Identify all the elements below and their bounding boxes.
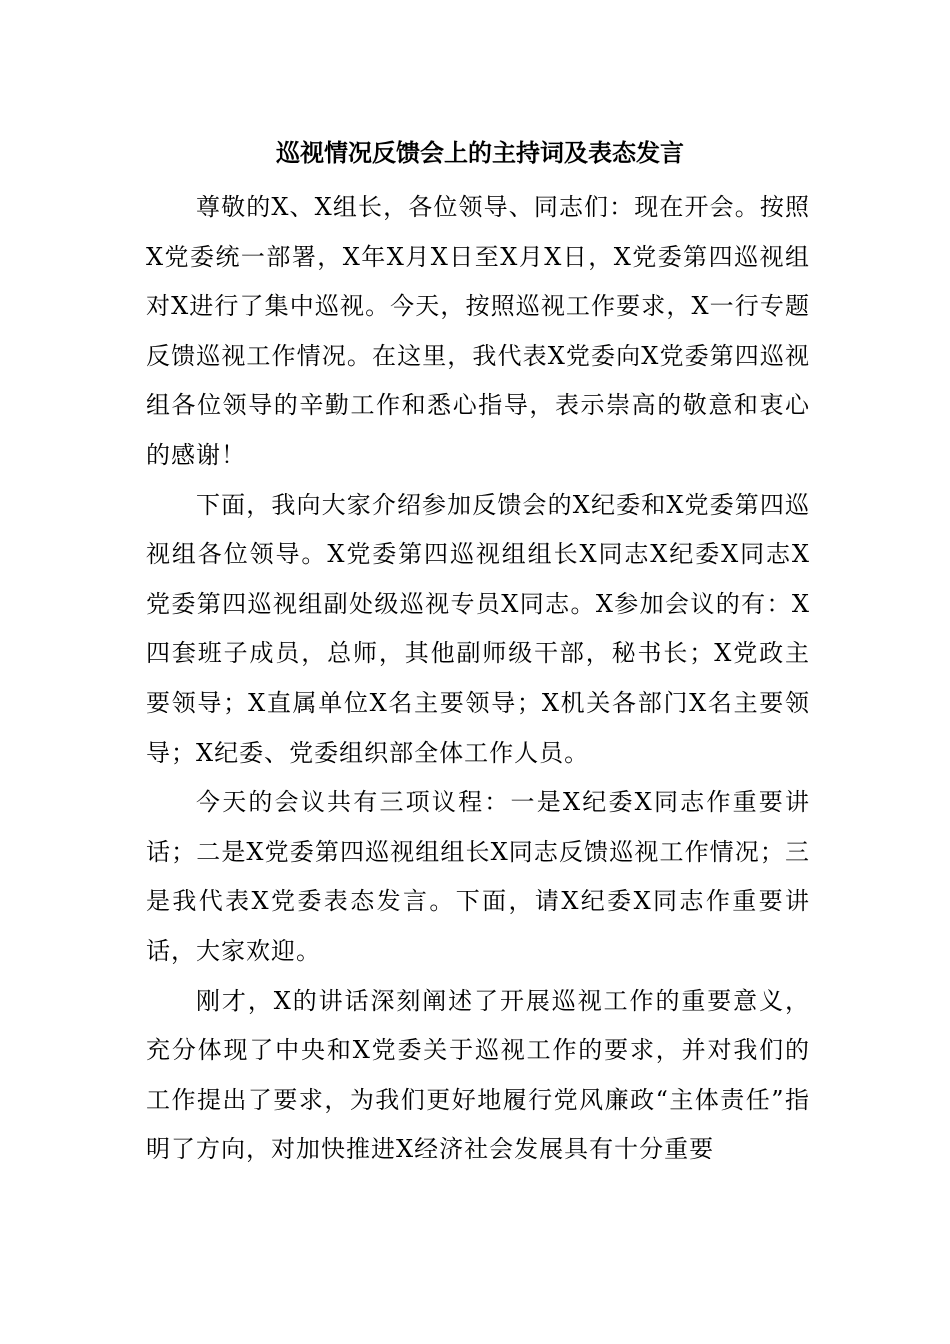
document-body	[146, 183, 810, 1175]
paragraph-response: 刚才，X的讲话深刻阐述了开展巡视工作的重要意义，充分体现了中央和X党委关于巡视工作的要求，并对我们的工作提出了要求，为我们更好地履行党风廉政“主体责任”指明了方向，对加快推进X经济社会发展具有十分重要	[146, 986, 810, 1164]
paragraph-opening: 尊敬的X、X组长，各位领导、同志们：现在开会。按照X党委统一部署，X年X月X日至X月X日，X党委第四巡视组对X进行了集中巡视。今天，按照巡视工作要求，X一行专题反馈巡视工作情况。在这里，我代表X党委向X党委第四巡视组各位领导的辛勤工作和悉心指导，表示崇高的敬意和衷心的感谢！	[146, 193, 810, 469]
paragraph-introductions: 下面，我向大家介绍参加反馈会的X纪委和X党委第四巡视组各位领导。X党委第四巡视组组长X同志X纪委X同志X党委第四巡视组副处级巡视专员X同志。X参加会议的有：X四套班子成员，总师，其他副师级干部，秘书长；X党政主要领导；X直属单位X名主要领导；X机关各部门X名主要领导；X纪委、党委组织部全体工作人员。	[146, 490, 810, 767]
paragraph-agenda: 今天的会议共有三项议程：一是X纪委X同志作重要讲话；二是X党委第四巡视组组长X同志反馈巡视工作情况；三是我代表X党委表态发言。下面，请X纪委X同志作重要讲话，大家欢迎。	[146, 788, 810, 965]
document-title: 巡视情况反馈会上的主持词及表态发言	[276, 138, 684, 167]
